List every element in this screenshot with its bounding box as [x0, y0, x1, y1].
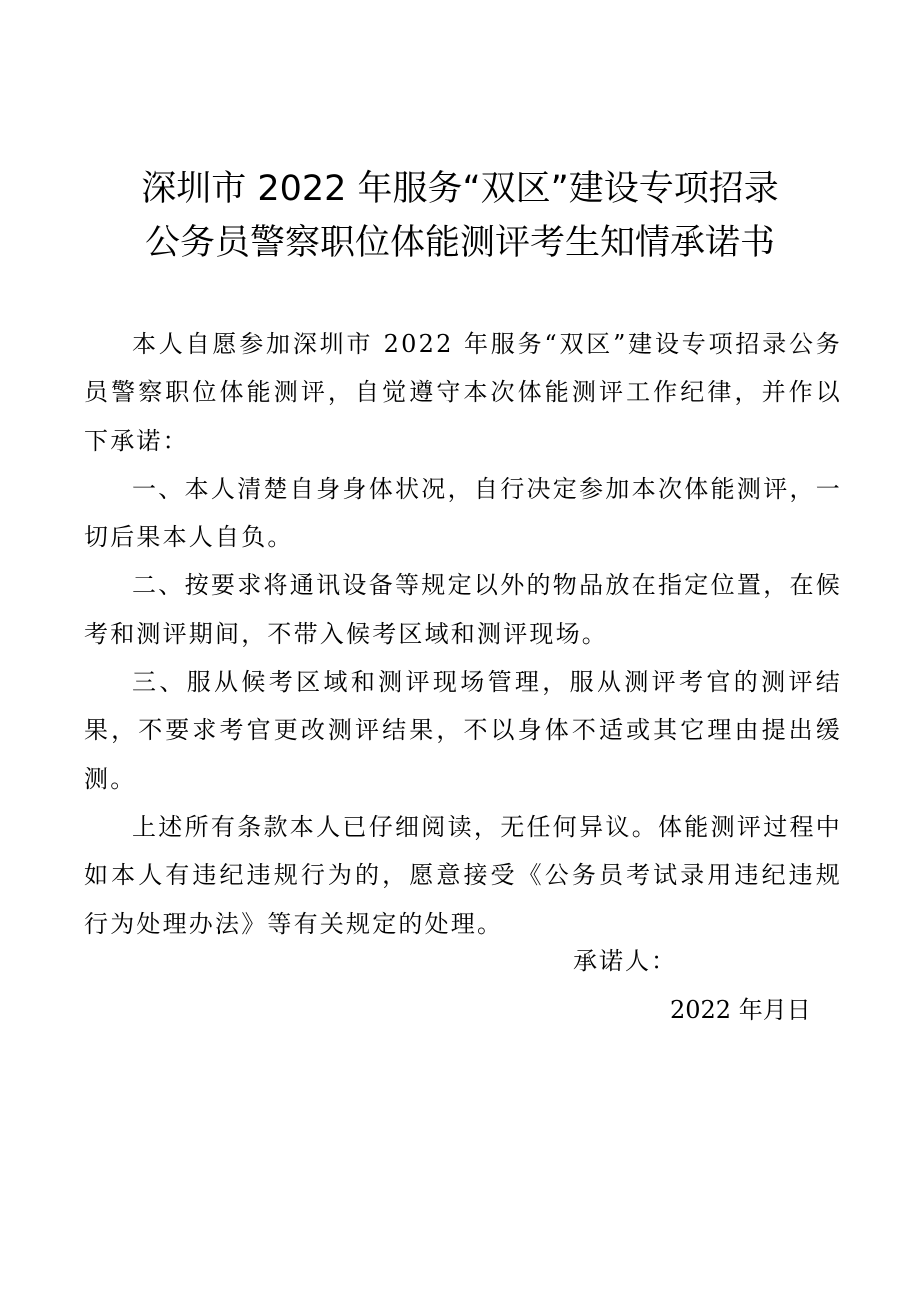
- signature-date: 2022 年月日: [670, 996, 811, 1024]
- signer-label: 承诺人：: [573, 947, 677, 975]
- document-body: [84, 320, 842, 948]
- document-title-line-1: 深圳市 2022 年服务“双区”建设专项招录: [141, 169, 779, 209]
- commitment-item-2: 二、按要求将通讯设备等规定以外的物品放在指定位置，在候考和测评期间，不带入候考区域和测评现场。: [84, 571, 842, 648]
- intro-paragraph: 本人自愿参加深圳市 2022 年服务“双区”建设专项招录公务员警察职位体能测评，自觉遵守本次体能测评工作纪律，并作以下承诺：: [84, 330, 842, 455]
- closing-paragraph: 上述所有条款本人已仔细阅读，无任何异议。体能测评过程中如本人有违纪违规行为的，愿意接受《公务员考试录用违纪违规行为处理办法》等有关规定的处理。: [84, 812, 842, 938]
- commitment-item-1: 一、本人清楚自身身体状况，自行决定参加本次体能测评，一切后果本人自负。: [84, 474, 842, 552]
- commitment-item-3: 三、服从候考区域和测评现场管理，服从测评考官的测评结果，不要求考官更改测评结果，不以身体不适或其它理由提出缓测。: [84, 668, 842, 793]
- document-title-line-2: 公务员警察职位体能测评考生知情承诺书: [144, 223, 775, 263]
